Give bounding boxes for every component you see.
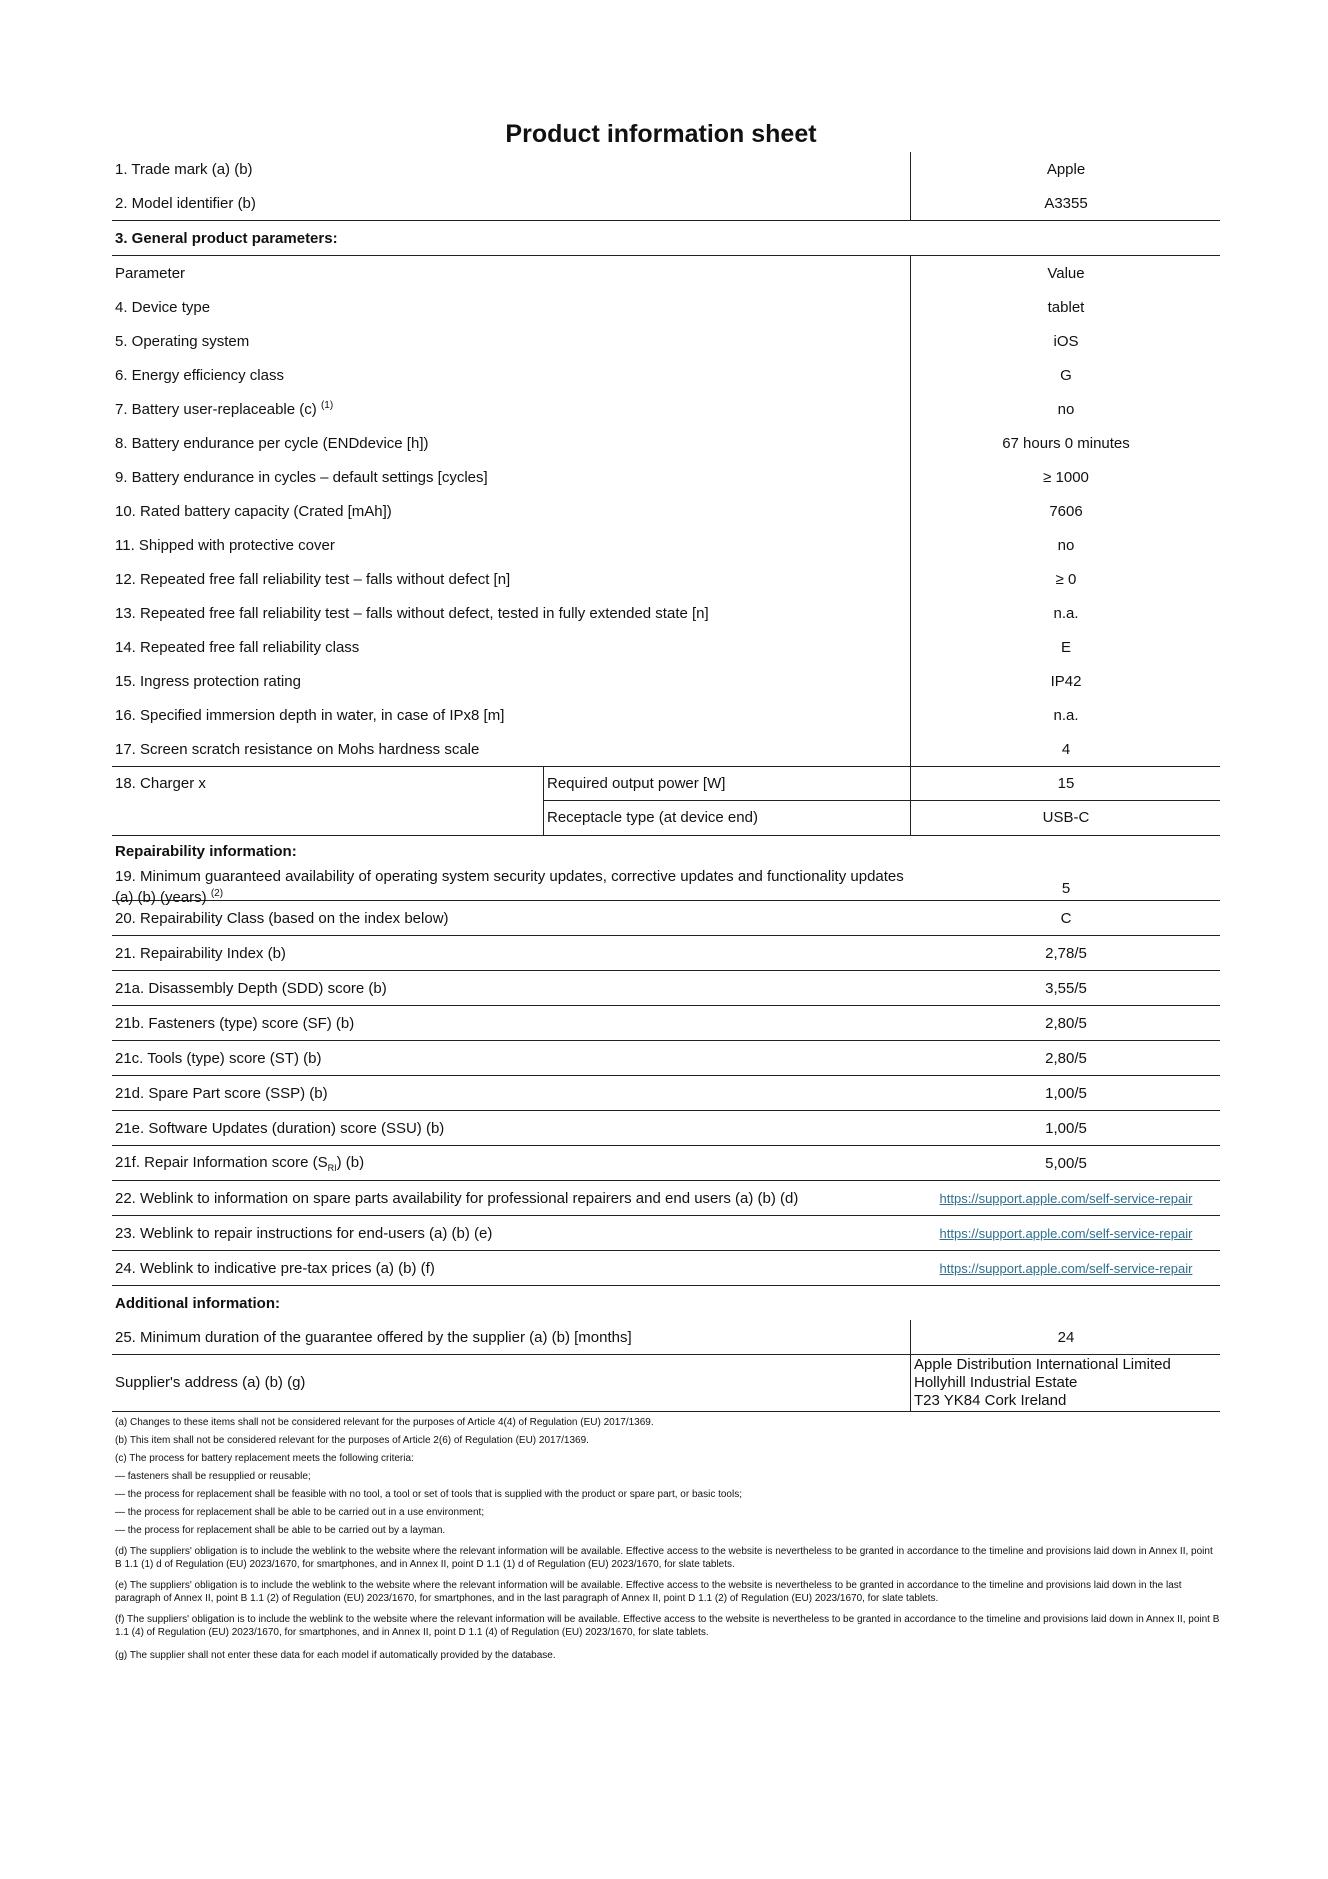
row-label: 21d. Spare Part score (SSP) (b) — [115, 1084, 328, 1102]
weblink[interactable]: https://support.apple.com/self-service-repair — [939, 1260, 1193, 1276]
footnote: (a) Changes to these items shall not be considered relevant for the purposes of Article 4(4) of Regulation (EU) 2017/1369. — [115, 1417, 654, 1428]
row-value: no — [1057, 400, 1075, 418]
charger-power-label: Required output power [W] — [547, 775, 726, 792]
address-line: T23 YK84 Cork Ireland — [914, 1392, 1067, 1409]
parameter-header-row — [112, 256, 1220, 290]
row-label: 21b. Fasteners (type) score (SF) (b) — [115, 1014, 355, 1032]
footnote: (d) The suppliers' obligation is to include the weblink to the website where the relevant information will be available. Effective access to the website is nevertheless to be granted in accordance to the timeline and provisions laid down in Annex II, point B 1.1 (1) d of Regulation (EU) 2023/1670, for smartphones, and in Annex II, point D 1.1 (1) d of Regulation (EU) 2023/1670, for slate tablets. — [115, 1546, 1213, 1570]
row-value: 2,78/5 — [1045, 944, 1087, 962]
divider — [543, 767, 544, 835]
row-label: 6. Energy efficiency class — [115, 366, 284, 384]
row-label: 17. Screen scratch resistance on Mohs hardness scale — [115, 740, 480, 758]
row-value — [912, 1190, 1220, 1207]
row-label: 15. Ingress protection rating — [115, 672, 301, 690]
row-value: G — [1060, 366, 1072, 384]
table-row — [112, 664, 1220, 698]
row-value: iOS — [1053, 332, 1079, 350]
table-row — [112, 1181, 1220, 1216]
table-row — [112, 186, 1220, 220]
row-label: 16. Specified immersion depth in water, in case of IPx8 [m] — [115, 706, 505, 724]
row-label: 21c. Tools (type) score (ST) (b) — [115, 1049, 322, 1067]
row-value: C — [1060, 909, 1072, 927]
charger-label: 18. Charger x — [115, 775, 206, 792]
row-label-text: 21f. Repair Information score (S — [115, 1153, 328, 1171]
footnotes — [112, 1414, 1220, 1665]
table-row — [112, 901, 1220, 936]
table-row — [112, 1111, 1220, 1146]
row-value: no — [1057, 536, 1075, 554]
footnote: (f) The suppliers' obligation is to include the weblink to the website where the relevant information will be available. Effective access to the website is nevertheless to be granted in accordance to the timeline and provisions laid down in Annex II, point B 1.1 (4) of Regulation (EU) 2023/1670, for smartphones, and in Annex II, point D 1.1 (4) of Regulation (EU) 2023/1670, for slate tablets. — [115, 1614, 1220, 1638]
row-label — [115, 400, 333, 418]
table-row — [112, 562, 1220, 596]
section-label: 3. General product parameters: — [115, 229, 338, 247]
row-value: 5 — [1061, 880, 1071, 897]
table-row — [112, 528, 1220, 562]
table-row — [112, 152, 1220, 186]
footnote-marker: (2) — [210, 888, 224, 899]
table-row — [112, 630, 1220, 664]
divider — [910, 767, 911, 835]
row-label: 4. Device type — [115, 298, 211, 316]
row-label: 21e. Software Updates (duration) score (SSU) (b) — [115, 1119, 445, 1137]
table-row — [112, 1041, 1220, 1076]
table-row — [112, 732, 1220, 766]
product-information-sheet — [112, 116, 1220, 1665]
row-value: 4 — [1061, 740, 1071, 758]
supplier-address-row — [112, 1354, 1220, 1412]
row-label: 24. Weblink to indicative pre-tax prices (a) (b) (f) — [115, 1259, 435, 1277]
table-row — [112, 1251, 1220, 1286]
row-label: Parameter — [115, 264, 186, 282]
table-row — [112, 866, 1220, 906]
section-header-general — [112, 220, 1220, 256]
row-value: 7606 — [1049, 502, 1083, 520]
row-label: 8. Battery endurance per cycle (ENDdevice [h]) — [115, 434, 429, 452]
charger-receptacle-value: USB-C — [1042, 809, 1090, 826]
footnote: — fasteners shall be resupplied or reusable; — [115, 1471, 311, 1482]
divider — [543, 800, 1220, 801]
table-row — [112, 494, 1220, 528]
row-label: 2. Model identifier (b) — [115, 194, 256, 212]
charger-row — [112, 766, 1220, 836]
address-line: Hollyhill Industrial Estate — [914, 1374, 1078, 1391]
weblink[interactable]: https://support.apple.com/self-service-repair — [939, 1225, 1193, 1241]
row-value: tablet — [1047, 298, 1085, 316]
row-label: 13. Repeated free fall reliability test – falls without defect, tested in fully extended state [n] — [115, 604, 709, 622]
row-value: IP42 — [1050, 672, 1082, 690]
row-label: 9. Battery endurance in cycles – default settings [cycles] — [115, 468, 488, 486]
row-value: n.a. — [1053, 604, 1079, 622]
table-row — [112, 392, 1220, 426]
weblink[interactable]: https://support.apple.com/self-service-repair — [939, 1190, 1193, 1206]
table-row — [112, 460, 1220, 494]
row-label: 12. Repeated free fall reliability test – falls without defect [n] — [115, 570, 511, 588]
row-value: E — [1060, 638, 1071, 656]
row-value: n.a. — [1053, 706, 1079, 724]
section-header-repair — [112, 836, 1220, 866]
row-value: 1,00/5 — [1045, 1119, 1087, 1137]
row-label: 22. Weblink to information on spare parts availability for professional repairers and end users (a) (b) (d) — [115, 1189, 799, 1207]
row-value: 3,55/5 — [1045, 979, 1087, 997]
row-value — [912, 1225, 1220, 1242]
table-row — [112, 1320, 1220, 1354]
table-row — [112, 324, 1220, 358]
supplier-address — [914, 1356, 1171, 1410]
footnote: — the process for replacement shall be able to be carried out in a use environment; — [115, 1507, 485, 1518]
row-label-line2: (a) (b) (years) — [115, 889, 207, 906]
row-label: 25. Minimum duration of the guarantee offered by the supplier (a) (b) [months] — [115, 1328, 632, 1346]
section-label: Additional information: — [115, 1294, 280, 1312]
table-row — [112, 698, 1220, 732]
row-label-line1: 19. Minimum guaranteed availability of operating system security updates, corrective updates and functionality updates — [115, 868, 904, 885]
table-row — [112, 1076, 1220, 1111]
row-value — [912, 1260, 1220, 1277]
footnote: (c) The process for battery replacement meets the following criteria: — [115, 1453, 414, 1464]
address-line: Apple Distribution International Limited — [914, 1356, 1171, 1373]
footnote: (b) This item shall not be considered relevant for the purposes of Article 2(6) of Regulation (EU) 2017/1369. — [115, 1435, 589, 1446]
footnote: (e) The suppliers' obligation is to include the weblink to the website where the relevant information will be available. Effective access to the website is nevertheless to be granted in accordance to the timeline and provisions laid down in the last paragraph of Annex II, point B 1.1 (2) of Regulation (EU) 2023/1670, for smartphones, and in the last paragraph of Annex II, point D 1.1 (2) of Regulation (EU) 2023/1670, for slate tablets. — [115, 1580, 1182, 1604]
footnote: (g) The supplier shall not enter these data for each model if automatically provided by the database. — [115, 1650, 556, 1661]
row-label: 20. Repairability Class (based on the index below) — [115, 909, 449, 927]
footnote: — the process for replacement shall be able to be carried out by a layman. — [115, 1525, 446, 1536]
divider — [910, 1355, 911, 1411]
row-label: 23. Weblink to repair instructions for end-users (a) (b) (e) — [115, 1224, 493, 1242]
footnote: — the process for replacement shall be feasible with no tool, a tool or set of tools that is supplied with the product or spare part, or basic tools; — [115, 1489, 742, 1500]
row-value: 1,00/5 — [1045, 1084, 1087, 1102]
row-value: ≥ 0 — [1055, 570, 1077, 588]
row-label: Supplier's address (a) (b) (g) — [115, 1374, 306, 1391]
row-value: 5,00/5 — [1045, 1154, 1087, 1172]
row-label: 21. Repairability Index (b) — [115, 944, 286, 962]
section-header-additional — [112, 1286, 1220, 1320]
table-row — [112, 290, 1220, 324]
row-label: 11. Shipped with protective cover — [115, 536, 335, 554]
table-row — [112, 1146, 1220, 1181]
table-row — [112, 358, 1220, 392]
row-label: 21a. Disassembly Depth (SDD) score (b) — [115, 979, 387, 997]
row-value: 2,80/5 — [1045, 1049, 1087, 1067]
section-label: Repairability information: — [115, 842, 297, 860]
table-row — [112, 936, 1220, 971]
charger-power-value: 15 — [1057, 775, 1075, 792]
table-row — [112, 1006, 1220, 1041]
row-value: A3355 — [1044, 194, 1088, 212]
row-value: 67 hours 0 minutes — [1002, 434, 1130, 452]
row-value: 24 — [1057, 1328, 1075, 1346]
table-row — [112, 1216, 1220, 1251]
row-label: 14. Repeated free fall reliability class — [115, 638, 360, 656]
table-row — [112, 971, 1220, 1006]
row-value: Apple — [1046, 160, 1086, 178]
table-row — [112, 596, 1220, 630]
row-label: 5. Operating system — [115, 332, 250, 350]
footnote-marker: (1) — [320, 400, 334, 411]
subscript: RI — [327, 1162, 337, 1173]
row-label: 10. Rated battery capacity (Crated [mAh]) — [115, 502, 392, 520]
page-title: Product information sheet — [505, 120, 817, 148]
row-value: 2,80/5 — [1045, 1014, 1087, 1032]
table-row — [112, 426, 1220, 460]
row-value: Value — [1047, 264, 1085, 282]
row-label-text: 7. Battery user-replaceable (c) — [115, 401, 317, 418]
row-label-text: ) (b) — [336, 1153, 365, 1171]
charger-receptacle-label: Receptacle type (at device end) — [547, 809, 758, 826]
row-label: 1. Trade mark (a) (b) — [115, 160, 253, 178]
row-value: ≥ 1000 — [1043, 468, 1089, 486]
row-label — [115, 1154, 364, 1173]
